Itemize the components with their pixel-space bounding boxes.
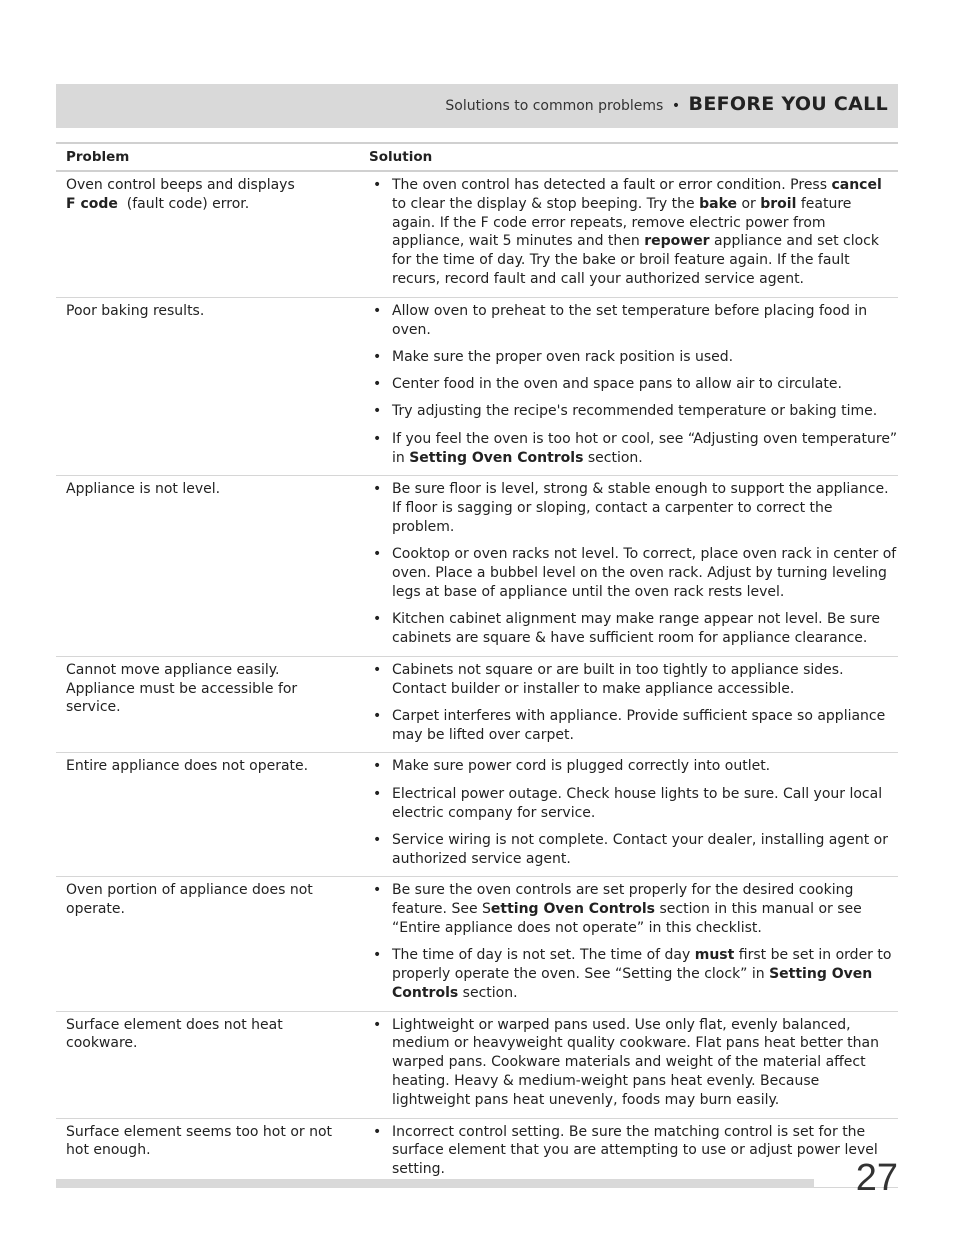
solution-list (372, 302, 898, 468)
solution-cell (356, 1119, 898, 1187)
solution-text: Center food in the oven and space pans to allow air to circulate. (392, 376, 842, 393)
problem-cell: Poor baking results. (66, 302, 205, 319)
solution-item (372, 707, 898, 745)
page-number: 27 (855, 1157, 898, 1199)
solution-text: appliance and set clock for the time of day. Try the bake or broil feature again. If the fault recurs, record fault and call your authorized service agent. (392, 233, 879, 287)
solution-text: Make sure the proper oven rack position is used. (392, 348, 734, 365)
header-text (445, 93, 888, 115)
solution-cell (356, 476, 898, 655)
page-title: BEFORE YOU CALL (688, 93, 888, 115)
problem-bold-text: F code (66, 195, 118, 212)
solution-list (372, 1123, 898, 1179)
column-header-solution: Solution (369, 149, 433, 165)
solution-item (372, 661, 898, 699)
solution-text: Service wiring is not complete. Contact your dealer, installing agent or authorized service agent. (392, 831, 888, 867)
solution-text: Be sure the oven controls are set properly for the desired cooking feature. See S (392, 882, 854, 918)
footer-bar (56, 1179, 814, 1188)
table-header (56, 142, 898, 172)
solution-item (372, 610, 898, 648)
solution-bold-text: etting Oven Controls (490, 901, 656, 918)
solution-text: Electrical power outage. Check house lights to be sure. Call your local electric company for service. (392, 785, 883, 821)
table-row (56, 298, 898, 477)
solution-item (372, 757, 898, 776)
solution-bold-text: repower (644, 233, 710, 250)
table-row (56, 1119, 898, 1188)
solution-item (372, 1123, 898, 1179)
solution-text: Try adjusting the recipe's recommended temperature or baking time. (392, 403, 878, 420)
problem-cell: Entire appliance does not operate. (66, 758, 309, 775)
solution-item (372, 348, 898, 367)
solution-list (372, 757, 898, 868)
table-row (56, 877, 898, 1011)
problem-text: Oven control beeps and displays (66, 177, 295, 193)
solution-text: section in this manual or see “Entire appliance does not operate” in this checklist. (392, 901, 862, 936)
column-header-problem: Problem (66, 149, 130, 165)
solution-text: Incorrect control setting. Be sure the matching control is set for the surface element that you are attempting to use or adjust power level setting. (392, 1123, 878, 1178)
problem-cell: Cannot move appliance easily. Appliance must be accessible for service. (66, 661, 298, 716)
solution-item (372, 176, 898, 289)
solution-item (372, 402, 898, 421)
solution-item (372, 480, 898, 536)
solution-item (372, 302, 898, 340)
solution-list (372, 881, 898, 1002)
solution-bold-text: broil (760, 195, 797, 212)
solution-text: first be set in order to properly operate the oven. See “Setting the clock” in (392, 947, 892, 983)
solution-text: Kitchen cabinet alignment may make range appear not level. Be sure cabinets are square & have sufficient room for appliance clearance. (392, 611, 880, 646)
solution-cell (356, 172, 898, 297)
solution-item (372, 785, 898, 823)
solution-text: or (737, 195, 761, 212)
solution-text: feature again. If the F code error repeats, remove electric power from appliance, wait 5 minutes and then (392, 195, 852, 250)
solution-list (372, 176, 898, 289)
solution-bold-text: must (694, 947, 735, 964)
solution-item (372, 375, 898, 394)
solution-text: Lightweight or warped pans used. Use only flat, evenly balanced, medium or heavyweight quality cookware. Flat pans heat better than warped pans. Cookware materials and weight of the material affect heating. Heavy & medium-weight pans heat evenly. Because lightweight pans heat unevenly, foods may burn easily. (392, 1016, 879, 1108)
solution-item (372, 1016, 898, 1110)
solution-cell (356, 753, 898, 876)
solution-text: to clear the display & stop beeping. Try the (392, 195, 700, 212)
header-band (56, 84, 898, 128)
solution-text: The time of day is not set. The time of day (392, 947, 695, 964)
solution-list (372, 661, 898, 745)
header-subtitle: Solutions to common problems (445, 98, 664, 114)
solution-text: If you feel the oven is too hot or cool, see “Adjusting oven temperature” in (392, 430, 898, 466)
table-row (56, 1012, 898, 1119)
solution-cell (356, 298, 898, 476)
table-body (56, 172, 898, 1188)
solution-list (372, 1016, 898, 1110)
solution-item (372, 430, 898, 468)
problem-text: (fault code) error. (117, 195, 250, 212)
solution-cell (356, 877, 898, 1010)
solution-item (372, 946, 898, 1002)
header-bullet: • (671, 98, 681, 114)
solution-text: section. (458, 984, 518, 1001)
solution-cell (356, 657, 898, 753)
solution-cell (356, 1012, 898, 1118)
solution-bold-text: bake (699, 195, 737, 212)
problem-cell: Oven portion of appliance does not operate. (66, 882, 313, 918)
solution-text: section. (583, 449, 643, 466)
table-row (56, 753, 898, 877)
solution-text: Cooktop or oven racks not level. To correct, place oven rack in center of oven. Place a bubbel level on the oven rack. Adjust by turning leveling legs at base of appliance until the oven rack rests level. (392, 546, 897, 600)
solution-item (372, 831, 898, 869)
solution-text: Cabinets not square or are built in too tightly to appliance sides. Contact builder or installer to make appliance accessible. (392, 661, 844, 697)
solution-bold-text: Setting Oven Controls (409, 449, 584, 466)
table-row (56, 476, 898, 656)
solution-bold-text: Setting Oven Controls (392, 966, 873, 1001)
troubleshooting-table (56, 142, 898, 1188)
problem-cell: Appliance is not level. (66, 481, 221, 498)
table-row (56, 657, 898, 754)
problem-cell: Surface element does not heat cookware. (66, 1016, 283, 1052)
solution-text: Be sure floor is level, strong & stable enough to support the appliance. If floor is sagging or sloping, contact a carpenter to correct the problem. (392, 481, 889, 535)
solution-list (372, 480, 898, 647)
problem-cell (56, 172, 356, 297)
solution-item (372, 881, 898, 937)
solution-text: Make sure power cord is plugged correctly into outlet. (392, 758, 771, 775)
solution-text: Allow oven to preheat to the set temperature before placing food in oven. (392, 302, 868, 338)
solution-bold-text: cancel (831, 177, 882, 193)
solution-text: The oven control has detected a fault or error condition. Press (392, 177, 832, 193)
table-row (56, 172, 898, 298)
problem-cell: Surface element seems too hot or not hot enough. (66, 1123, 333, 1159)
solution-item (372, 545, 898, 601)
solution-text: Carpet interferes with appliance. Provide sufficient space so appliance may be lifted over carpet. (392, 707, 886, 743)
